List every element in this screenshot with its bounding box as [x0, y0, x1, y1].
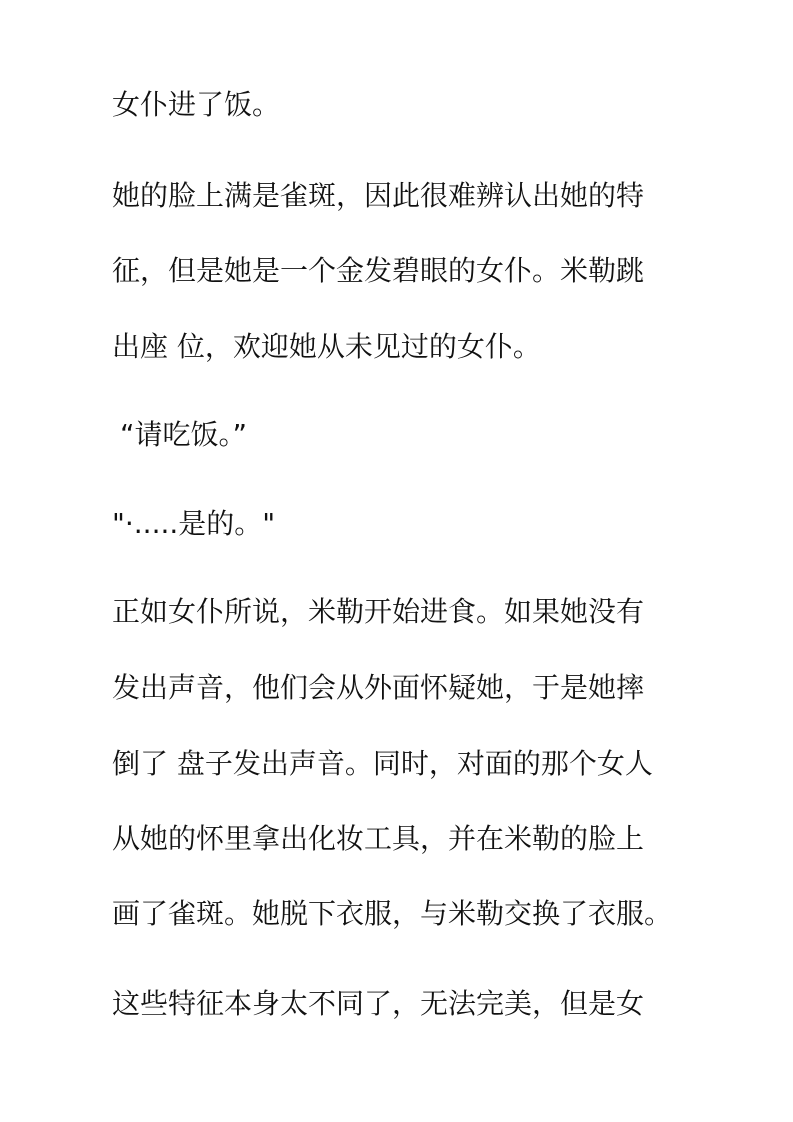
- text-line: 画了雀斑。她脱下衣服，与米勒交换了衣服。: [112, 897, 673, 930]
- text-line: 征，但是她是一个金发碧眼的女仆。米勒跳: [112, 254, 645, 287]
- text-line: “请吃饭。”: [120, 418, 248, 451]
- text-line: 出座 位，欢迎她从未见过的女仆。: [112, 330, 541, 363]
- text-line: "·.....是的。": [112, 507, 276, 540]
- text-line: 从她的怀里拿出化妆工具，并在米勒的脸上: [112, 822, 645, 855]
- text-line: 女仆进了饭。: [112, 88, 281, 121]
- text-line: 正如女仆所说，米勒开始进食。如果她没有: [112, 595, 645, 628]
- text-line: 这些特征本身太不同了，无法完美，但是女: [112, 987, 645, 1020]
- text-line: 倒了 盘子发出声音。同时，对面的那个女人: [112, 747, 653, 780]
- text-line: 她的脸上满是雀斑，因此很难辨认出她的特: [112, 179, 645, 212]
- text-line: 发出声音，他们会从外面怀疑她，于是她摔: [112, 671, 645, 704]
